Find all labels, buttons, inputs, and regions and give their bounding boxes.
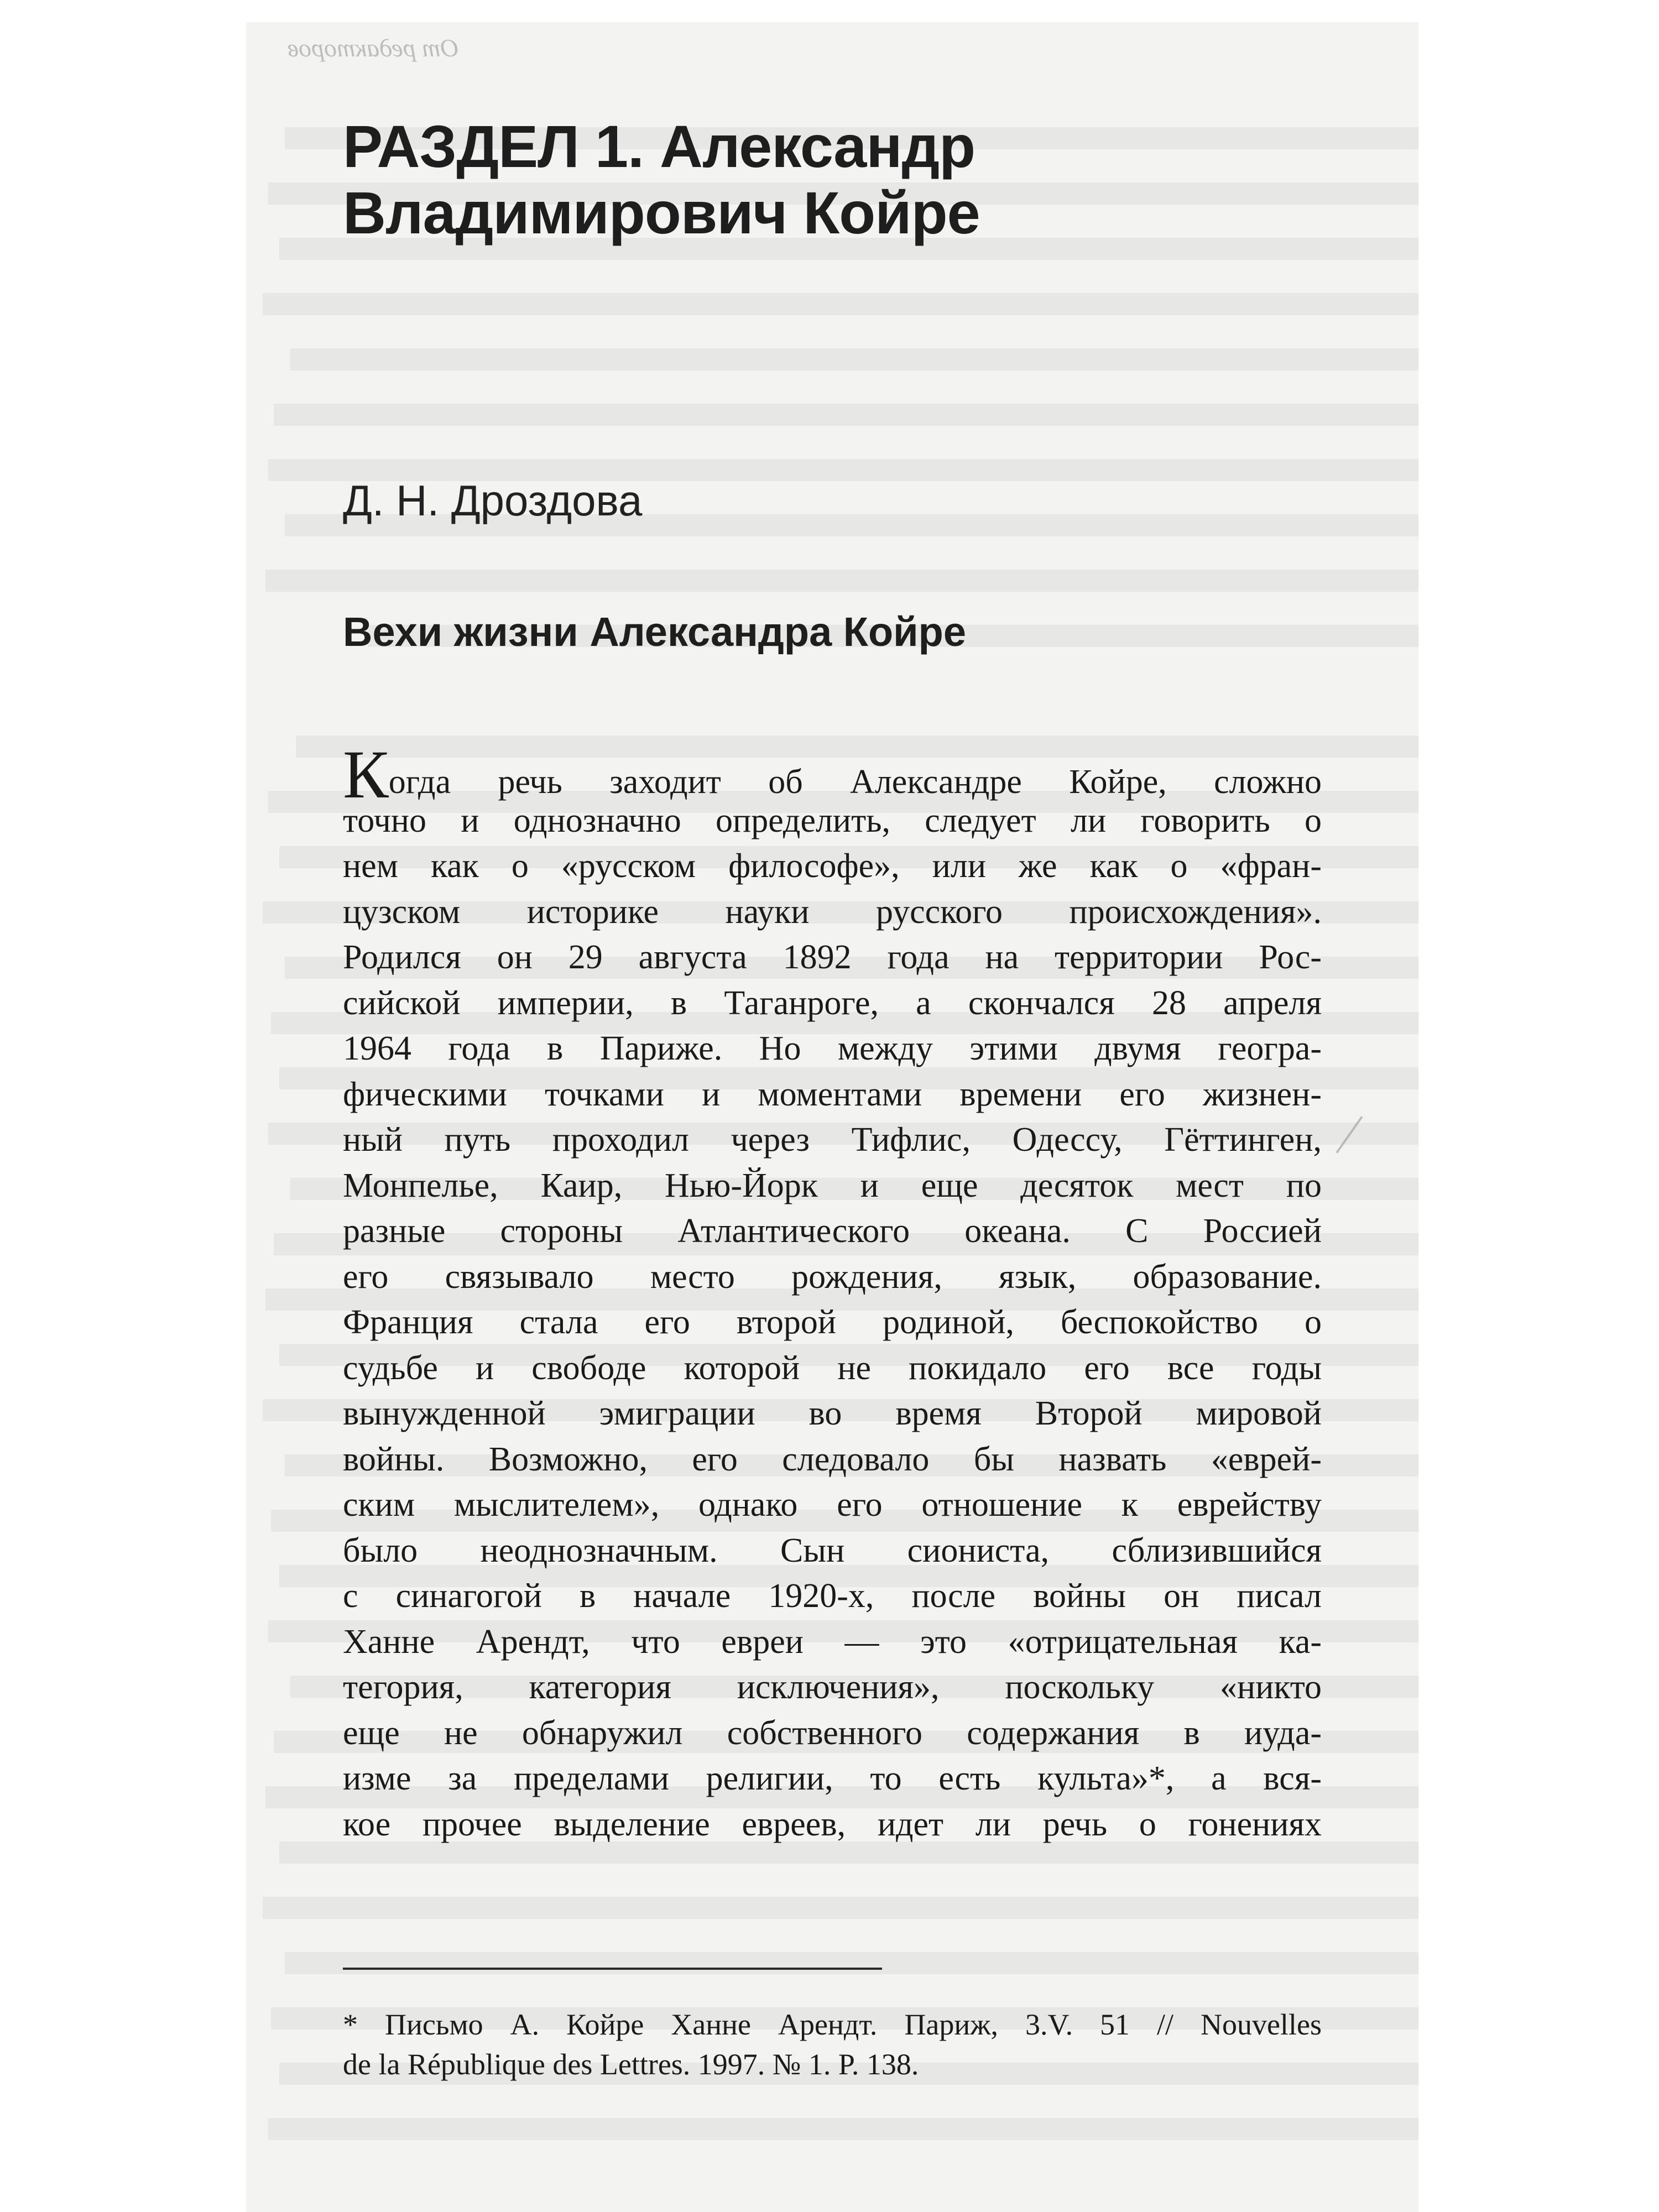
section-title-line-2: Владимирович Койре: [343, 179, 980, 246]
footnote: [343, 2005, 1322, 2084]
footnote-line-1: * Письмо А. Койре Ханне Арендт. Париж, 3.V. 51 // Nouvelles: [343, 2008, 1322, 2041]
body-paragraph: [343, 737, 1322, 1847]
body-line: судьбе и свободе которой не покидало его все годы: [343, 1349, 1322, 1387]
body-line: Родился он 29 августа 1892 года на территории Рос-: [343, 938, 1322, 976]
body-line: ским мыслителем», однако его отношение к еврейству: [343, 1486, 1322, 1524]
article-title: Вехи жизни Александра Койре: [343, 609, 967, 655]
body-line: 1964 года в Париже. Но между этими двумя геогра-: [343, 1030, 1322, 1067]
section-title-line-1: РАЗДЕЛ 1. Александр: [343, 113, 975, 180]
body-line: с синагогой в начале 1920-х, после войны он писал: [343, 1577, 1322, 1615]
body-line: еще не обнаружил собственного содержания в иуда-: [343, 1714, 1322, 1752]
body-line: точно и однозначно определить, следует ли говорить о: [343, 801, 1322, 839]
body-line: ный путь проходил через Тифлис, Одессу, Гёттинген,: [343, 1121, 1322, 1159]
footnote-divider: [343, 1968, 882, 1970]
author-name: Д. Н. Дроздова: [343, 476, 643, 525]
mirrored-running-head: От редакторов: [288, 34, 459, 62]
body-line: фическими точками и моментами времени его жизнен-: [343, 1075, 1322, 1113]
body-line: Монпелье, Каир, Нью-Йорк и еще десяток мест по: [343, 1166, 1322, 1204]
body-line: цузском историке науки русского происхождения».: [343, 893, 1322, 931]
section-title: [343, 113, 1172, 246]
body-line: изме за пределами религии, то есть культа»*, а вся-: [343, 1760, 1322, 1797]
body-line: его связывало место рождения, язык, образование.: [343, 1258, 1322, 1296]
body-line: нем как о «русском философе», или же как о «фран-: [343, 847, 1322, 885]
drop-cap: К: [343, 737, 389, 812]
body-line: [343, 737, 1322, 812]
body-line: Франция стала его второй родиной, беспокойство о: [343, 1303, 1322, 1341]
body-line: было неоднозначным. Сын сиониста, сблизившийся: [343, 1531, 1322, 1569]
body-line: вынужденной эмиграции во время Второй мировой: [343, 1395, 1322, 1432]
body-line: тегория, категория исключения», поскольку «никто: [343, 1668, 1322, 1706]
body-line: сийской империи, в Таганроге, а скончался 28 апреля: [343, 984, 1322, 1022]
body-line: войны. Возможно, его следовало бы назвать «еврей-: [343, 1440, 1322, 1478]
body-line: разные стороны Атлантического океана. С Россией: [343, 1212, 1322, 1250]
footnote-line-2: de la République des Lettres. 1997. № 1. P. 138.: [343, 2048, 919, 2081]
body-line-text: огда речь заходит об Александре Койре, сложно: [388, 763, 1322, 801]
body-line: Ханне Арендт, что евреи — это «отрицательная ка-: [343, 1623, 1322, 1661]
body-line: кое прочее выделение евреев, идет ли речь о гонениях: [343, 1805, 1322, 1843]
